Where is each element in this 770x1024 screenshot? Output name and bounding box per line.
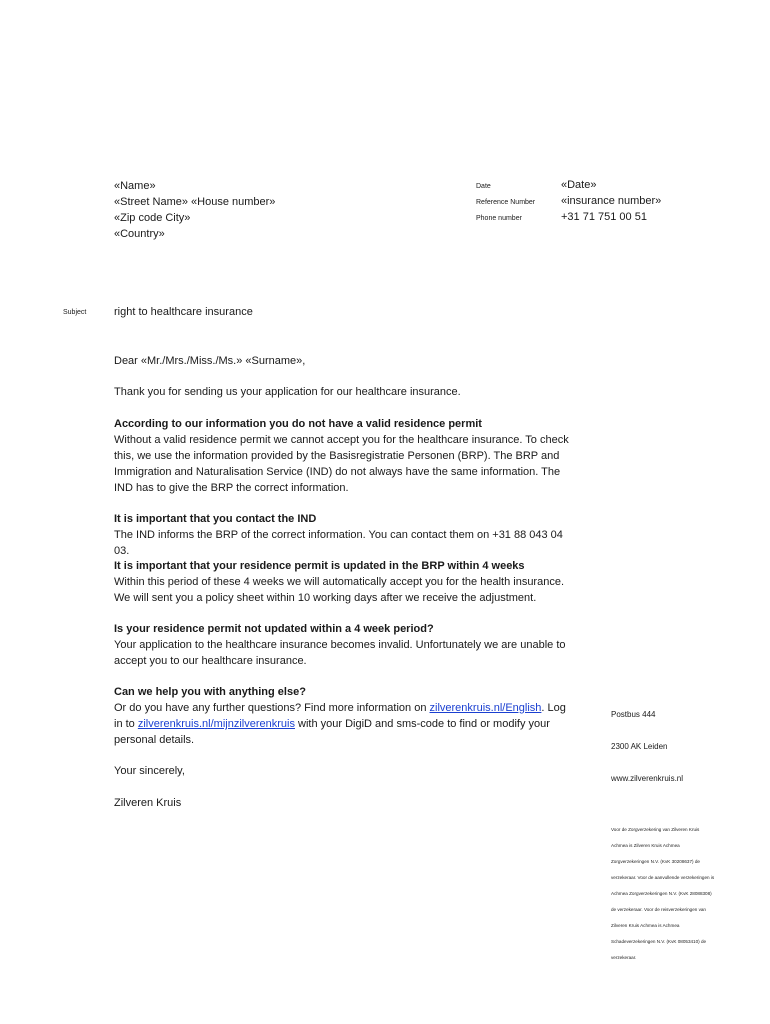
- phone-label: Phone number: [476, 215, 522, 222]
- help-text-part: . Log in to: [114, 702, 566, 730]
- reference-label: Reference Number: [476, 199, 536, 206]
- section-heading: According to our information you do not have a valid residence permit: [114, 418, 482, 430]
- legal-notice: [611, 822, 741, 966]
- section-update-brp: [114, 558, 576, 606]
- reference-value: «insurance number»: [561, 195, 662, 207]
- section-heading: It is important that your residence permit is updated in the BRP within 4 weeks: [114, 560, 525, 572]
- section-text: Without a valid residence permit we cannot accept you for the healthcare insurance. To check this, we use the information provided by the Basisregistratie Personen (BRP). The BRP and Immigration and Naturalisation Service (IND) do not always have the same information. The IND has to give the BRP the correct information.: [114, 434, 569, 494]
- mijnzilverenkruis-link[interactable]: zilverenkruis.nl/mijnzilverenkruis: [137, 718, 295, 730]
- section-heading: It is important that you contact the IND: [114, 513, 317, 525]
- date-label: Date: [476, 183, 491, 190]
- recipient-zip-city: «Zip code City»: [114, 212, 191, 224]
- english-info-link[interactable]: zilverenkruis.nl/English: [429, 702, 542, 714]
- date-value: «Date»: [561, 179, 597, 191]
- recipient-street: «Street Name» «House number»: [114, 196, 276, 208]
- closing: Your sincerely,: [114, 765, 185, 777]
- help-text-part: Or do you have any further questions? Find more information on: [114, 702, 430, 714]
- section-help: [114, 684, 576, 748]
- sidebar-postbus: Postbus 444: [611, 710, 656, 719]
- section-heading: Is your residence permit not updated within a 4 week period?: [114, 623, 434, 635]
- subject-label: Subject: [63, 309, 87, 316]
- salutation: Dear «Mr./Mrs./Miss./Ms.» «Surname»,: [114, 355, 306, 367]
- section-residence-permit: [114, 416, 576, 496]
- legal-line: Achmea Zorgverzekeringen N.V. (KvK 28088308): [611, 891, 712, 896]
- section-text: Your application to the healthcare insurance becomes invalid. Unfortunately we are unable to accept you to our healthcare insurance.: [114, 639, 566, 667]
- legal-line: verzekeraar.: [611, 955, 637, 960]
- section-text: The IND informs the BRP of the correct information. You can contact them on +31 88 043 04 03.: [114, 529, 563, 557]
- recipient-country: «Country»: [114, 228, 165, 240]
- legal-line: Schadeverzekeringen N.V. (KvK 08053410) de: [611, 939, 707, 944]
- recipient-address: [114, 178, 275, 242]
- legal-line: Achmea is Zilveren Kruis Achmea: [611, 843, 680, 848]
- legal-line: verzekeraar. Voor de aanvullende verzekeringen is: [611, 875, 715, 880]
- phone-value: +31 71 751 00 51: [561, 211, 647, 223]
- help-text-part: with your DigiD and sms-code to find or modify your personal details.: [114, 718, 550, 746]
- sidebar-website: www.zilverenkruis.nl: [611, 774, 684, 783]
- legal-line: Zilveren Kruis Achmea is Achmea: [611, 923, 680, 928]
- sidebar-postal-city: 2300 AK Leiden: [611, 742, 668, 751]
- legal-line: Zorgverzekeringen N.V. (KvK 30208637) de: [611, 859, 700, 864]
- section-text: [114, 700, 576, 748]
- section-heading: Can we help you with anything else?: [114, 686, 306, 698]
- intro-paragraph: Thank you for sending us your application for our healthcare insurance.: [114, 386, 461, 398]
- recipient-name: «Name»: [114, 180, 156, 192]
- legal-line: de verzekeraar. Voor de reisverzekeringen van: [611, 907, 706, 912]
- section-contact-ind: [114, 511, 576, 559]
- section-not-updated: [114, 621, 576, 669]
- subject-text: right to healthcare insurance: [114, 306, 253, 318]
- signature: Zilveren Kruis: [114, 797, 182, 809]
- legal-line: Voor de Zorgverzekering van Zilveren Kruis: [611, 827, 700, 832]
- section-text: Within this period of these 4 weeks we will automatically accept you for the health insurance. We will sent you a policy sheet within 10 working days after we receive the adjustment.: [114, 576, 565, 604]
